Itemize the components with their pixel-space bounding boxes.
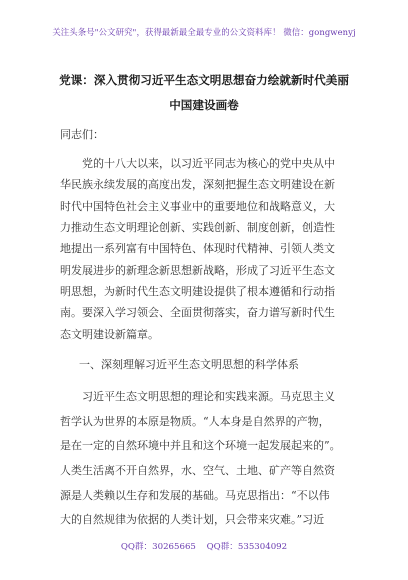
paragraph-1-line: 时代中国特色社会主义事业中的重要地位和战略意义，大 [60, 200, 335, 213]
paragraph-1-line: 明发展进步的新理念新思想新战略，形成了习近平生态文 [60, 264, 335, 277]
paragraph-1-line: 地提出一系列富有中国特色、体现时代精神、引领人类文 [60, 242, 335, 255]
paragraph-2-line: 源是人类赖以生存和发展的基础。马克思指出：“不以伟 [60, 489, 330, 502]
paragraph-1-line: 态文明建设新篇章。 [60, 328, 159, 341]
document-title-line-2: 中国建设画卷 [169, 98, 239, 112]
salutation: 同志们： [60, 128, 104, 141]
footer-qq-group-1: QQ群：30265665 [120, 542, 196, 552]
paragraph-1-line: 华民族永续发展的高度出发，深刻把握生态文明建设在新 [60, 178, 335, 191]
section-1-heading: 一、深刻理解习近平生态文明思想的科学体系 [79, 358, 299, 371]
paragraph-2-line: 哲学认为世界的本原是物质。“人本身是自然界的产物， [60, 415, 330, 428]
header-banner: 关注头条号"公文研究"，获得最新最全最专业的公文资料库！ 微信：gongwenyj [52, 27, 356, 37]
footer-qq-group-2: QQ群：535304092 [206, 542, 288, 552]
paragraph-2-line: 大的自然规律为依据的人类计划，只会带来灾难。”习近 [60, 513, 325, 526]
paragraph-1-line: 党的十八大以来，以习近平同志为核心的党中央从中 [82, 157, 335, 170]
document-title-line-1: 党课：深入贯彻习近平生态文明思想奋力绘就新时代美丽 [59, 73, 349, 87]
paragraph-1-line: 力推动生态文明理论创新、实践创新、制度创新，创造性 [60, 221, 335, 234]
paragraph-2-line: 习近平生态文明思想的理论和实践来源。马克思主义 [82, 390, 335, 403]
paragraph-1-line: 明思想，为新时代生态文明建设提供了根本遵循和行动指 [60, 285, 335, 298]
paragraph-2-line: 人类生活离不开自然界，水、空气、土地、矿产等自然资 [60, 464, 335, 477]
paragraph-1-line: 南。要深入学习领会、全面贯彻落实，奋力谱写新时代生 [60, 306, 335, 319]
paragraph-2-line: 是在一定的自然环境中并且和这个环境一起发展起来的”。 [60, 439, 341, 452]
footer [0, 540, 408, 552]
